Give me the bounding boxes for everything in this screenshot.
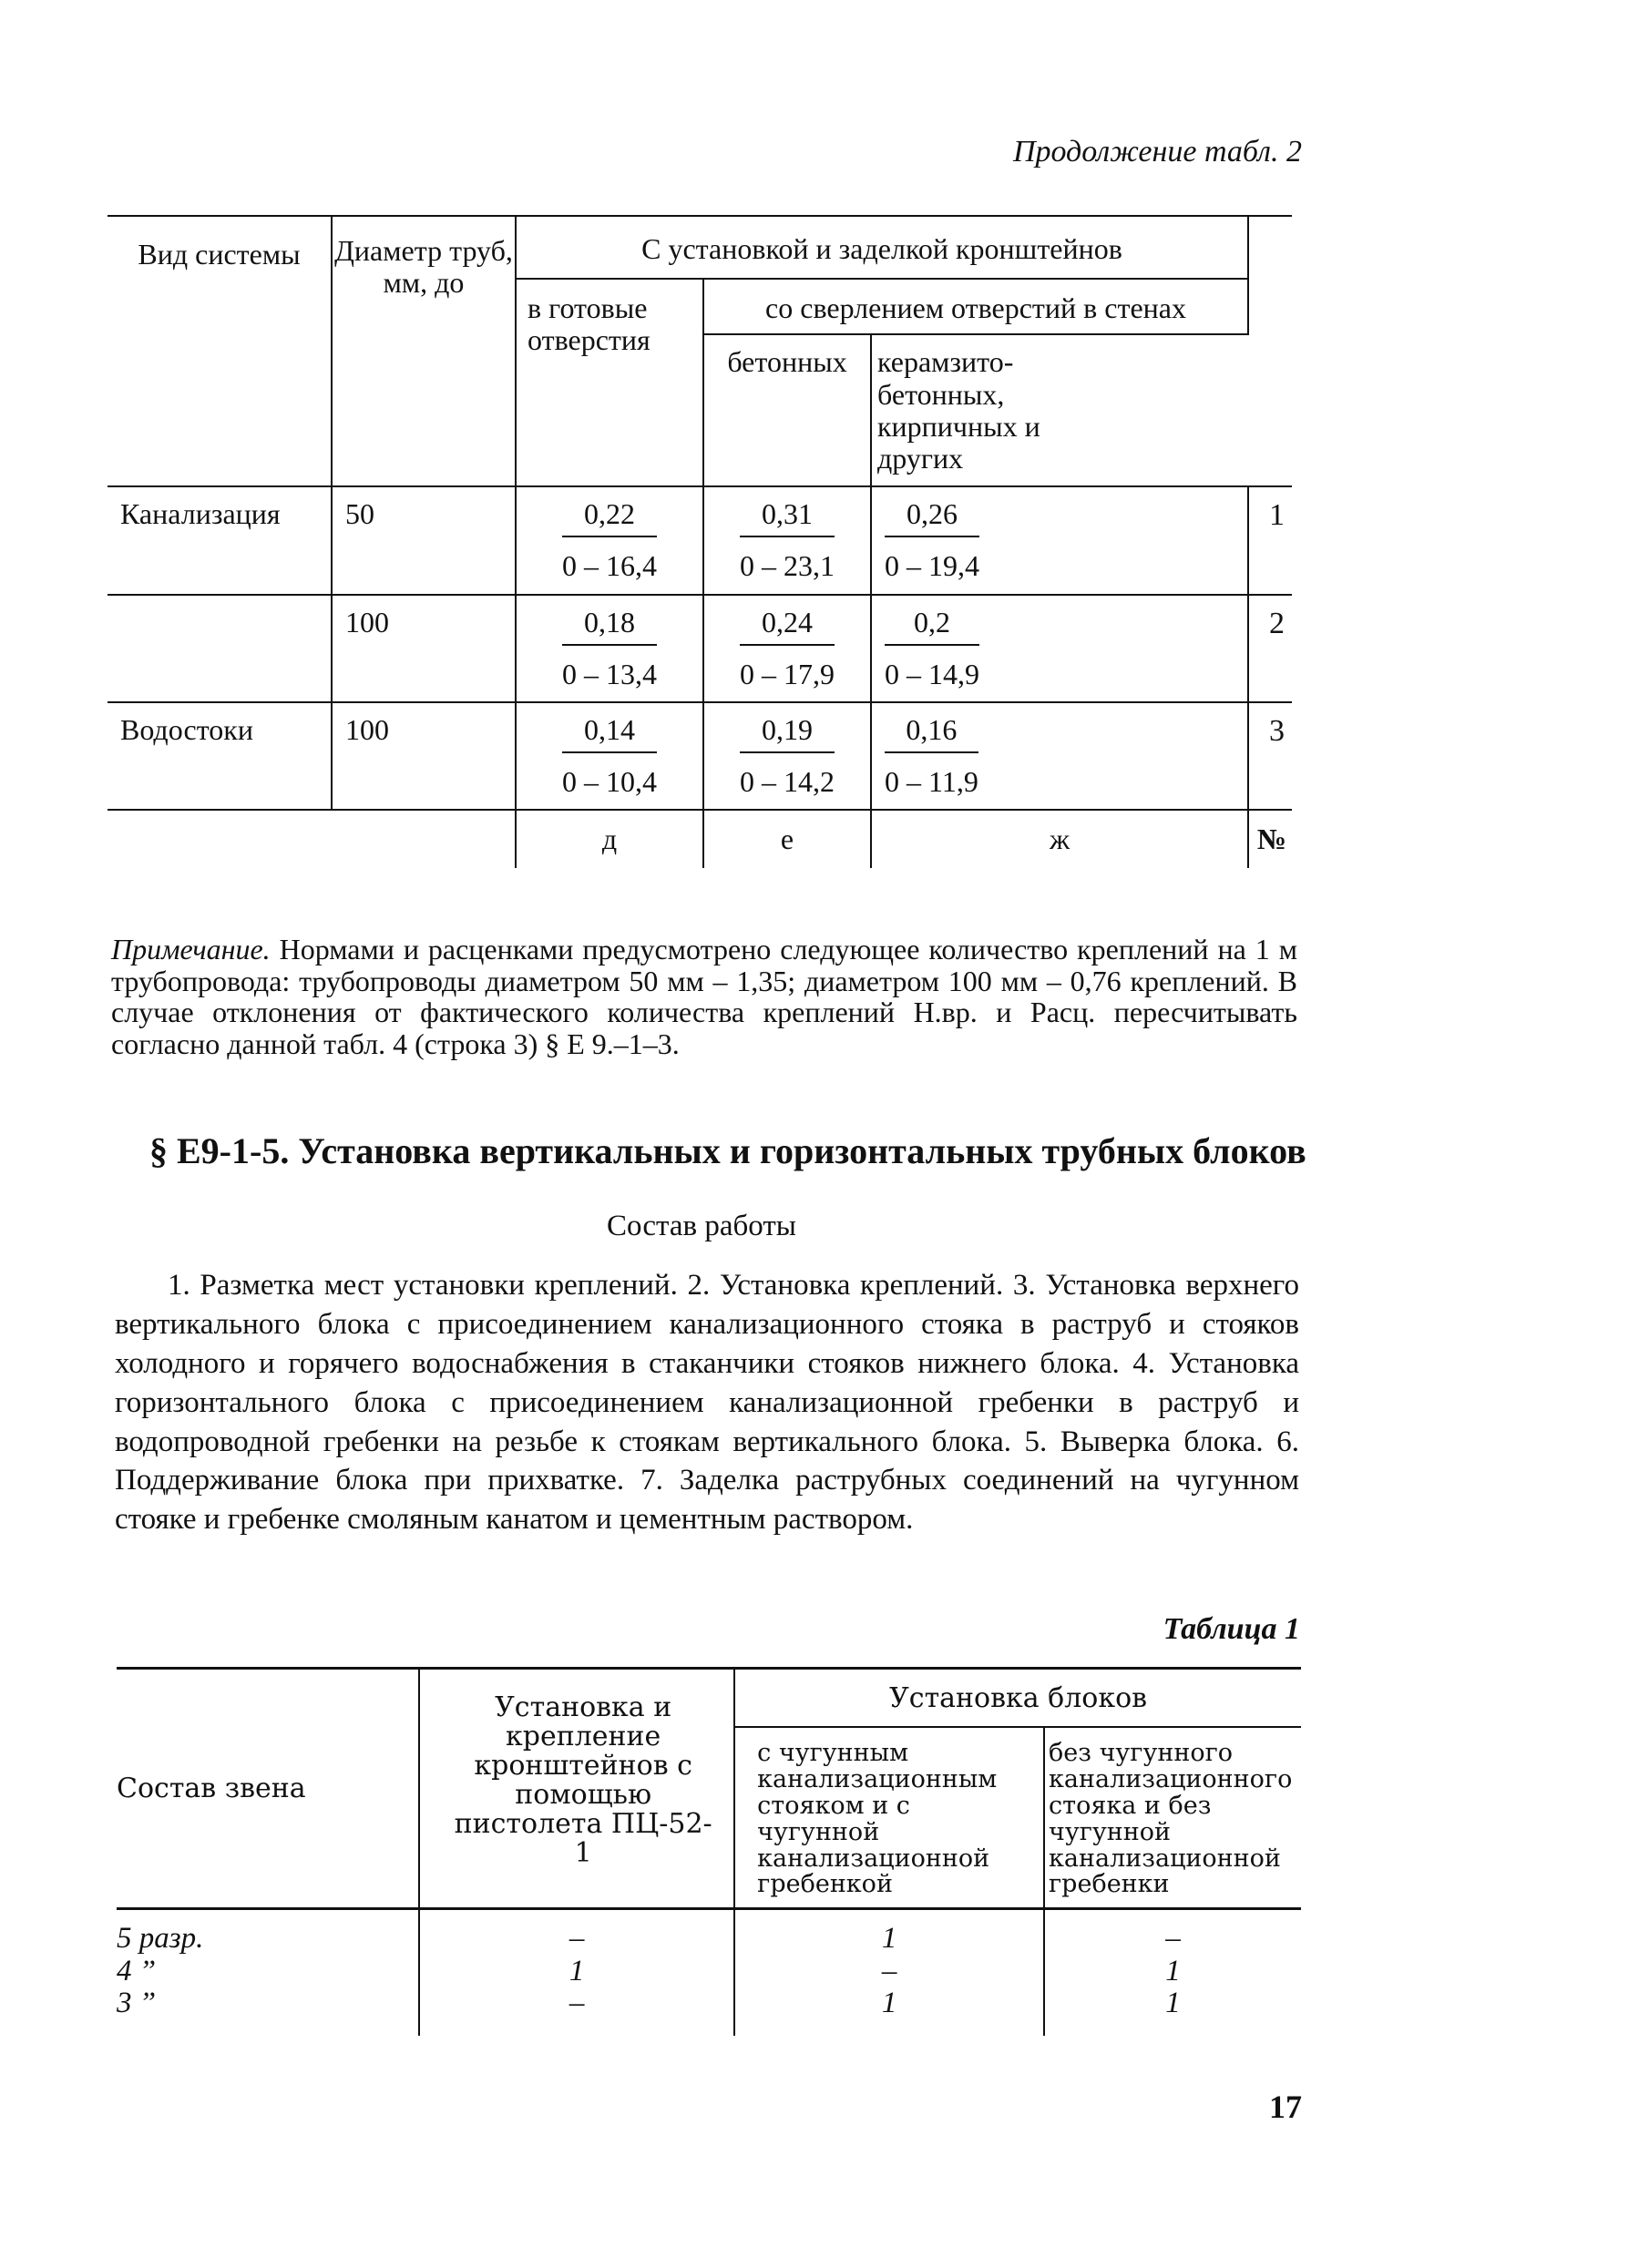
table-footer-row: [108, 810, 1292, 868]
sub-heading: Состав работы: [607, 1210, 796, 1242]
footer-zh: ж: [871, 810, 1248, 868]
table-row: [117, 1987, 1301, 2036]
header-spacer: [1248, 334, 1292, 486]
table-note: [111, 934, 1297, 1059]
cell-e: [703, 595, 871, 702]
page-number: 17: [1269, 2089, 1302, 2125]
table-row: [108, 702, 1292, 810]
cell-d: [516, 702, 703, 810]
cell-zh: [871, 486, 1248, 594]
section-heading: § Е9-1-5. Установка вертикальных и горизонтальных трубных блоков: [149, 1130, 1306, 1171]
note-text: Нормами и расценками предусмотрено следующее количество креплений на 1 м трубопровода: трубопроводы диаметром 50 мм – 1,35; диаметром 100 мм – 0,76 креплений. В случае отклонения от фактического количества креплений Н.вр. и Расц. пересчитывать согласно данной табл. 4 (строка 3) § Е 9.–1–3.: [111, 933, 1297, 1060]
cell-with: –: [734, 1956, 1044, 1987]
header-with-cast-iron: [734, 1727, 1044, 1909]
cell-grade: 5 разр.: [117, 1922, 204, 1956]
fraction-denominator: 0 – 19,4: [885, 549, 979, 583]
cell-e: [703, 702, 871, 810]
header-without-cast-iron: [1044, 1727, 1301, 1909]
cell-diameter: 50: [332, 486, 516, 594]
header-ceramsite: [871, 334, 1248, 486]
cell-grade: 4 ”: [117, 1954, 157, 1987]
cell-diameter: 100: [332, 595, 516, 702]
table-row: [117, 1956, 1301, 1987]
fraction-denominator: 0 – 16,4: [562, 549, 657, 583]
header-with-brackets: С установкой и заделкой кронштейнов: [516, 216, 1248, 279]
table-1: [117, 1667, 1301, 2036]
table-row: [117, 1909, 1301, 1956]
cell-system: Канализация: [108, 486, 332, 594]
header-with-cast-iron-text: с чугунным канализационным стояком и с чугунной канализационной гребенкой: [757, 1739, 998, 1899]
fraction-denominator: 0 – 23,1: [740, 549, 835, 583]
header-diameter: Диаметр труб, мм, до: [332, 216, 516, 486]
fraction-denominator: 0 – 10,4: [562, 765, 657, 799]
header-system: Вид системы: [108, 216, 332, 486]
header-spacer: [1248, 279, 1292, 334]
fraction-numerator: 0,31: [740, 498, 835, 537]
fraction-numerator: 0,16: [885, 714, 978, 753]
cell-without: –: [1044, 1909, 1301, 1956]
header-composition: Состав звена: [117, 1669, 419, 1909]
continuation-label: Продолжение табл. 2: [1012, 135, 1302, 169]
cell-without: 1: [1044, 1956, 1301, 1987]
fraction-numerator: 0,24: [740, 607, 835, 646]
header-ready-holes: в готовые отверстия: [516, 279, 703, 486]
fraction-numerator: 0,26: [885, 498, 979, 537]
header-install-bracket: [419, 1669, 734, 1909]
fraction-numerator: 0,22: [562, 498, 657, 537]
cell-d: [516, 486, 703, 594]
fraction-denominator: 0 – 11,9: [885, 765, 978, 799]
cell-zh: [871, 595, 1248, 702]
cell-system: [108, 595, 332, 702]
header-install-bracket-text: Установка и крепление кронштейнов с помощью пистолета ПЦ-52-1: [454, 1691, 712, 1870]
table-row: [108, 486, 1292, 594]
row-number: 3: [1248, 702, 1292, 810]
cell-zh: [871, 702, 1248, 810]
cell-bracket: –: [419, 1909, 734, 1956]
header-block-install: Установка блоков: [734, 1669, 1301, 1728]
work-description: 1. Разметка мест установки креплений. 2. Установка креплений. 3. Установка верхнего вертикального блока с присоединением канализационного стояка в раструб и стояков холодного и горячего водоснабжения в стаканчики стояков нижнего блока. 4. Установка горизонтального блока с присоединением канализационной гребенки в раструб и водопроводной гребенки на резьбе к стоякам вертикального блока. 5. Выверка блока. 6. Поддерживание блока при прихватке. 7. Заделка раструбных соединений на чугунном стояке и гребенке смоляным канатом и цементным раствором.: [115, 1269, 1299, 1537]
cell-d: [516, 595, 703, 702]
fraction-denominator: 0 – 17,9: [740, 657, 835, 690]
header-spacer: [1248, 216, 1292, 279]
footer-e: е: [703, 810, 871, 868]
footer-empty: [332, 810, 516, 868]
fraction-numerator: 0,14: [562, 714, 657, 753]
fraction-denominator: 0 – 13,4: [562, 657, 657, 690]
table-1-label: Таблица 1: [1163, 1612, 1300, 1646]
fraction-numerator: 0,2: [885, 607, 979, 646]
cell-bracket: 1: [419, 1956, 734, 1987]
header-drilling: со сверлением отверстий в стенах: [703, 279, 1248, 334]
cell-with: 1: [734, 1987, 1044, 2036]
cell-system: Водостоки: [108, 702, 332, 810]
row-number: 2: [1248, 595, 1292, 702]
fraction-denominator: 0 – 14,9: [885, 657, 979, 690]
fraction-numerator: 0,18: [562, 607, 657, 646]
note-label: Примечание.: [111, 933, 271, 965]
footer-no: №: [1248, 810, 1292, 868]
footer-empty: [108, 810, 332, 868]
footer-d: д: [516, 810, 703, 868]
cell-with: 1: [734, 1909, 1044, 1956]
table-2-continuation: [108, 215, 1292, 868]
row-number: 1: [1248, 486, 1292, 594]
header-concrete: бетонных: [703, 334, 871, 486]
fraction-denominator: 0 – 14,2: [740, 765, 835, 799]
cell-diameter: 100: [332, 702, 516, 810]
cell-e: [703, 486, 871, 594]
cell-bracket: –: [419, 1987, 734, 2036]
fraction-numerator: 0,19: [740, 714, 835, 753]
cell-grade: 3 ”: [117, 1986, 157, 2019]
cell-without: 1: [1044, 1987, 1301, 2036]
table-row: [108, 595, 1292, 702]
header-ceramsite-text: керамзито-бетонных, кирпичных и других: [877, 345, 1040, 475]
header-without-cast-iron-text: без чугунного канализационного стояка и без чугунной канализационной гребенки: [1049, 1739, 1293, 1899]
